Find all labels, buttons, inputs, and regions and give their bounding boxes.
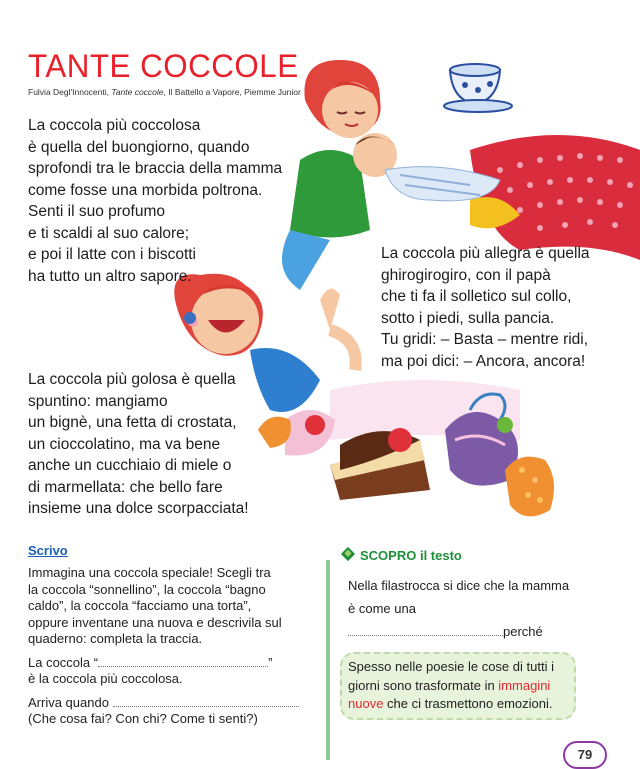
scrivo-line: oppure inventane una nuova e descrivila sul	[28, 614, 282, 630]
poem-line: è quella del buongiorno, quando	[28, 138, 250, 156]
poem-stanza-2	[381, 243, 590, 372]
scopro-heading: SCOPRO il testo	[360, 548, 462, 563]
arriva-prompt	[28, 694, 318, 712]
poem-line: ghirogirogiro, con il papà	[381, 266, 551, 284]
coccola-prompt	[28, 654, 318, 672]
fill-in-line[interactable]	[348, 623, 503, 636]
poem-line: La coccola più golosa è quella	[28, 371, 236, 388]
scopro-line: Nella filastrocca si dice che la mamma	[348, 578, 570, 593]
note-text	[348, 658, 573, 714]
poem-line: spuntino: mangiamo	[28, 392, 168, 410]
poem-line: un bignè, una fetta di crostata,	[28, 414, 237, 431]
source-credit	[28, 87, 301, 97]
prompt-line-2: è la coccola più coccolosa.	[28, 671, 183, 686]
credit-book: Tante coccole	[111, 87, 164, 97]
poem-line: che ti fa il solletico sul collo,	[381, 288, 572, 305]
fill-in-line[interactable]	[98, 654, 268, 667]
scrivo-heading: Scrivo	[28, 543, 68, 558]
note-highlight: immagini nuove	[348, 677, 551, 711]
note-text-part: Spesso nelle poesie le cose di tutti i giorni sono trasformate in	[348, 659, 554, 693]
scrivo-line: caldo”, la coccola “facciamo una torta”,	[28, 598, 252, 613]
prompt-text: Arriva quando	[28, 694, 109, 710]
poem-line: Tu gridi: – Basta – mentre ridi,	[381, 331, 589, 348]
scrivo-line: la coccola “sonnellino”, la coccola “bagno	[28, 581, 266, 597]
poem-line: ma poi dici: – Ancora, ancora!	[381, 352, 586, 370]
poem-line: La coccola più allegra è quella	[381, 245, 590, 262]
teacup-illustration	[410, 64, 512, 150]
green-diamond-icon	[340, 546, 356, 562]
poem-line: insieme una dolce scorpacciata!	[28, 500, 249, 517]
scopro-exercise	[348, 574, 569, 643]
prompt-text: La coccola “	[28, 654, 99, 670]
poem-stanza-1	[28, 115, 282, 287]
poem-line: sotto i piedi, sulla pancia.	[381, 309, 555, 327]
poem-line: e poi il latte con i biscotti	[28, 246, 197, 263]
scrivo-line: Immagina una coccola speciale! Scegli tra	[28, 565, 271, 580]
page-title: TANTE COCCOLE	[28, 48, 299, 84]
poem-line: anche un cucchiaio di miele o	[28, 457, 232, 474]
credit-author: Fulvia Degl'Innocenti,	[28, 87, 112, 97]
note-text-part: che ci trasmettono emozioni.	[383, 696, 553, 711]
prompt-text: perché	[503, 624, 543, 639]
poem-line: e ti scaldi al suo calore;	[28, 224, 190, 242]
poem-line: Senti il suo profumo	[28, 203, 165, 220]
prompt-text: ”	[268, 654, 273, 670]
scrivo-line: quaderno: completa la traccia.	[28, 631, 203, 646]
prompt-hint: (Che cosa fai? Con chi? Come ti senti?)	[28, 711, 258, 726]
poem-line: un cioccolatino, ma va bene	[28, 435, 221, 453]
poem-stanza-3	[28, 369, 249, 520]
fill-in-line[interactable]	[113, 694, 299, 707]
poem-line: ha tutto un altro sapore.	[28, 267, 192, 285]
poem-line: sprofondi tra le braccia della mamma	[28, 160, 283, 177]
page-number: 79	[563, 741, 607, 769]
blanket-illustration	[470, 135, 640, 260]
scopro-line-3	[348, 620, 569, 643]
poem-line: La coccola più coccolosa	[28, 117, 201, 134]
credit-rest: , Il Battello a Vapore, Piemme Junior	[163, 87, 301, 97]
poem-line: come fosse una morbida poltrona.	[28, 181, 263, 199]
poem-line: di marmellata: che bello fare	[28, 478, 223, 496]
scrivo-exercise	[28, 565, 318, 728]
scopro-line: è come una	[348, 601, 416, 616]
